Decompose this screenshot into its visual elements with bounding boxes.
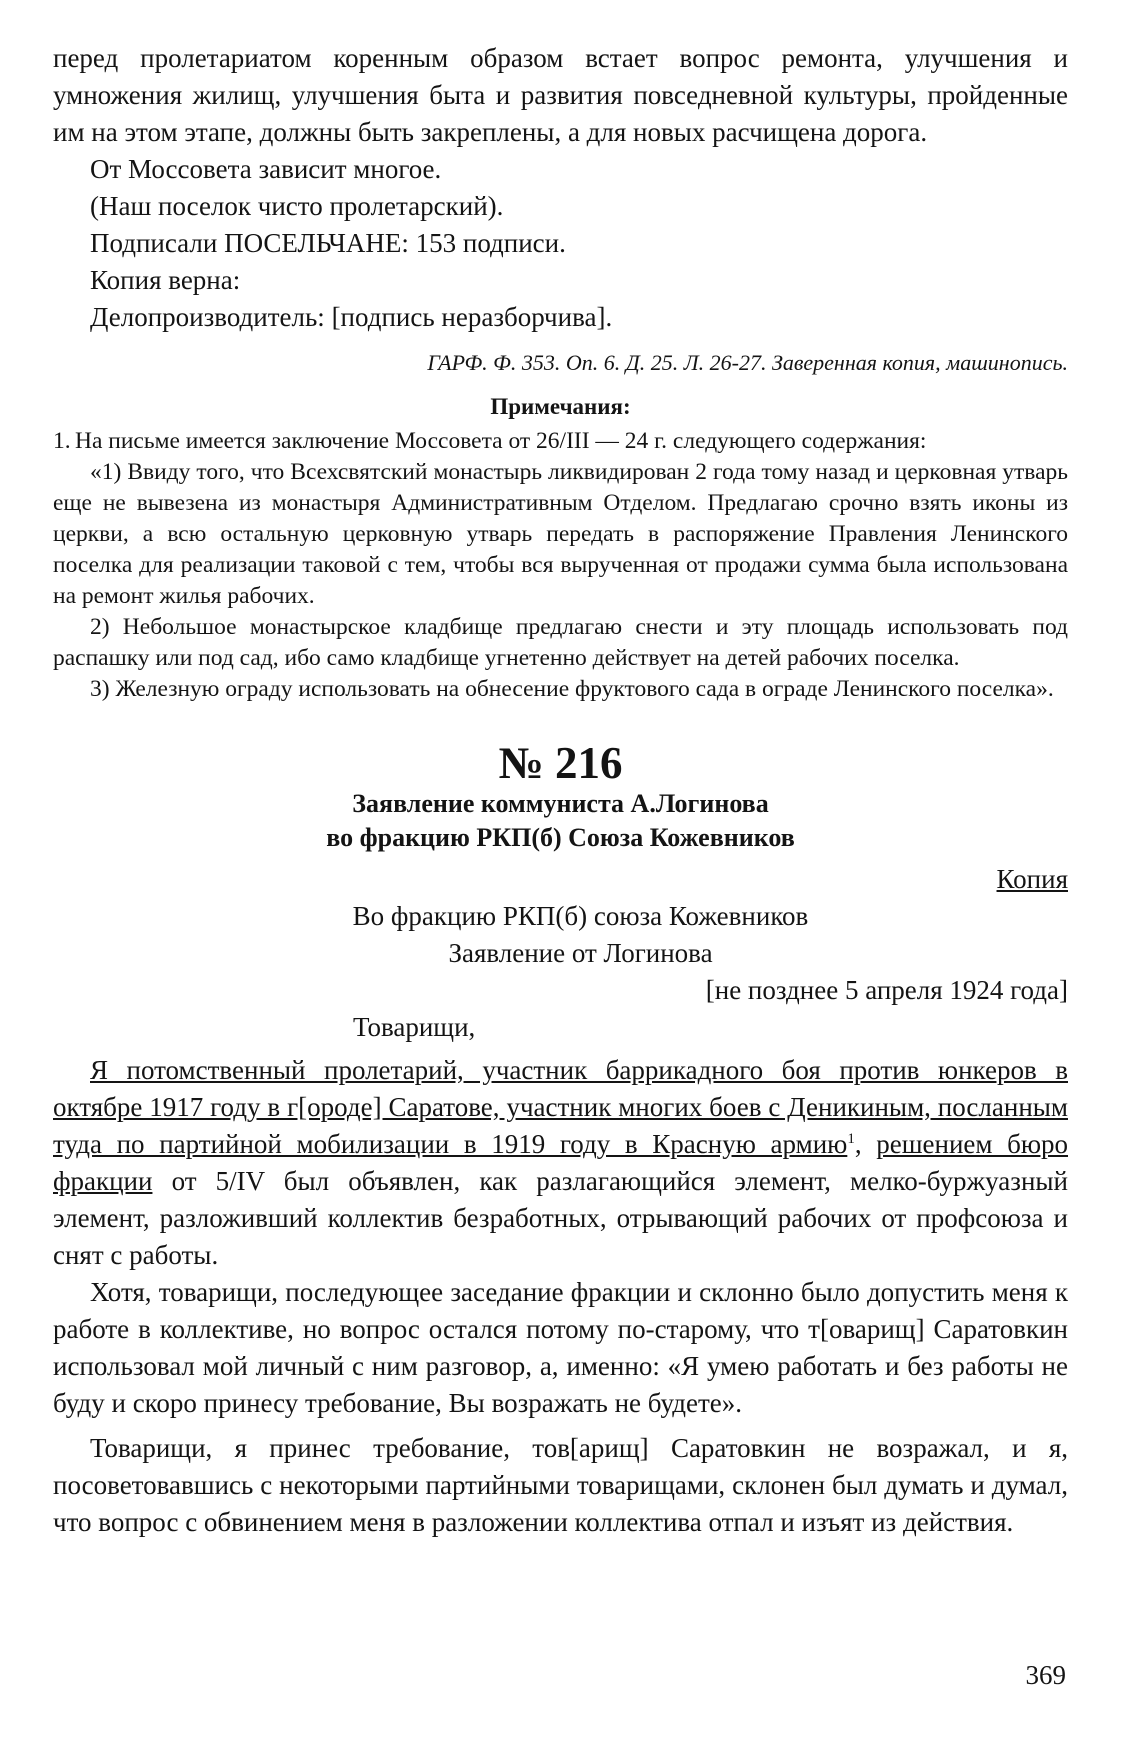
- notes-heading: Примечания:: [490, 394, 631, 419]
- statement-heading: Заявление от Логинова: [448, 938, 713, 968]
- copy-verified-line: Копия верна:: [90, 265, 241, 295]
- clerk-line: Делопроизводитель: [подпись неразборчива].: [90, 302, 613, 332]
- paragraph-text: от 5/IV был объявлен, как разлагающийся элемент, мелко-буржуазный элемент, разложивший коллектив безработных, отрывающий рабочих от профсоюза и снят с работы.: [53, 1166, 1068, 1270]
- note-paragraph: «1) Ввиду того, что Всехсвятский монастырь ликвидирован 2 года тому назад и церковная утварь еще не вывезена из монастыря Административным Отделом. Предлагаю срочно взять иконы из церкви, а всю остальную церковную утварь передать в распоряжение Правления Ленинского поселка для реализации таковой с тем, чтобы вся вырученная от продажи сумма была использована на ремонт жилья рабочих.: [53, 459, 1068, 609]
- archive-source: ГАРФ. Ф. 353. Оп. 6. Д. 25. Л. 26-27. Заверенная копия, машинопись.: [427, 350, 1068, 375]
- statement-paragraph: Товарищи, я принес требование, тов[арищ] Саратовкин не возражал, и я, посоветовавшись с некоторыми партийными товарищами, склонен был думать и думал, что вопрос с обвинением меня в разложении коллектива отпал и изъят из действия.: [53, 1433, 1068, 1537]
- signatures-line: Подписали ПОСЕЛЬЧАНЕ: 153 подписи.: [90, 228, 566, 258]
- document-date: [не позднее 5 апреля 1924 года]: [705, 975, 1068, 1005]
- statement-paragraph: [53, 1052, 1068, 1274]
- statement-paragraph: Хотя, товарищи, последующее заседание фракции и склонно было допустить меня к работе в коллективе, но вопрос остался потому по-старому, что т[оварищ] Саратовкин использовал мой личный с ним разговор, а, именно: «Я умею работать и без работы не буду и скоро принесу требование, Вы возражать не будете».: [53, 1277, 1068, 1418]
- document-title: Заявление коммуниста А.Логинова: [352, 789, 769, 818]
- continuation-paragraph: перед пролетариатом коренным образом встает вопрос ремонта, улучшения и умножения жилищ, улучшения быта и развития повседневной культуры, пройденные им на этом этапе, должны быть закреплены, а для новых расчищена дорога.: [53, 43, 1068, 147]
- copy-label: Копия: [996, 864, 1068, 894]
- note-paragraph: 3) Железную ограду использовать на обнесение фруктового сада в ограде Ленинского поселка».: [90, 676, 1054, 702]
- intro-line: От Моссовета зависит многое.: [90, 154, 442, 184]
- underlined-text: решением бюро фракции: [53, 1129, 1069, 1196]
- footnote-marker: 1: [847, 1131, 855, 1147]
- document-title: во фракцию РКП(б) Союза Кожевников: [326, 823, 795, 852]
- separator: ,: [854, 1129, 877, 1159]
- addressee: Во фракцию РКП(б) союза Кожевников: [352, 901, 809, 931]
- document-number: № 216: [498, 738, 623, 788]
- note-text: На письме имеется заключение Моссовета от 26/III — 24 г. следующего содержания:: [75, 428, 927, 454]
- note-1: [53, 426, 1068, 457]
- underlined-text: Я потомственный пролетарий, участник баррикадного боя против юнкеров в октябре 1917 году в г[ороде] Саратове, участник многих боев с Деникиным, посланным туда по партийной мобилизации в 1919 году в Красную армию: [53, 1055, 1068, 1159]
- intro-line: (Наш поселок чисто пролетарский).: [90, 191, 504, 221]
- note-paragraph: 2) Небольшое монастырское кладбище предлагаю снести и эту площадь использовать под распашку или под сад, ибо само кладбище угнетенно действует на детей рабочих поселка.: [53, 614, 1068, 671]
- salutation: Товарищи,: [353, 1012, 476, 1042]
- page-number: 369: [1025, 1660, 1066, 1690]
- note-number: 1.: [53, 428, 71, 454]
